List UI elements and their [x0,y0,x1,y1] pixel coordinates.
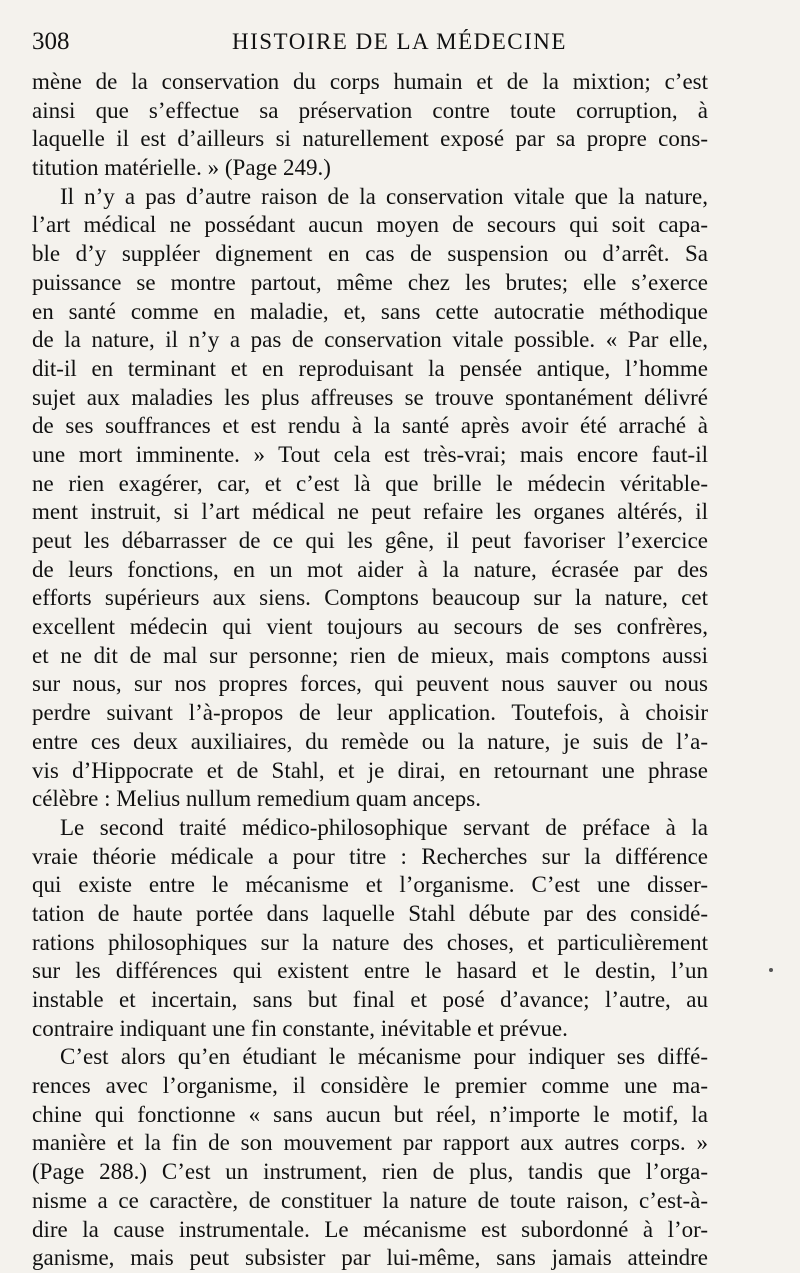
text-line: tation de haute portée dans laquelle Stahl débute par des considé- [32,900,708,926]
text-line: de leurs fonctions, en un mot aider à la nature, écrasée par des [32,556,708,582]
text-line: qui existe entre le mécanisme et l’organisme. C’est une disser- [32,872,708,898]
text-line: sujet aux maladies les plus affreuses se trouve spontanément délivré [32,384,708,410]
text-line: excellent médecin qui vient toujours au secours de ses confrères, [32,614,708,640]
ink-speck [769,968,773,972]
text-line: manière et la fin de son mouvement par rapport aux autres corps. » [32,1130,708,1156]
body-text [32,68,708,1273]
text-line: ainsi que s’effectue sa préservation contre toute corruption, à [32,97,708,123]
text-line: (Page 288.) C’est un instrument, rien de plus, tandis que l’orga- [32,1159,708,1185]
text-line: laquelle il est d’ailleurs si naturellement exposé par sa propre cons- [32,126,708,152]
text-line: en santé comme en maladie, et, sans cette autocratie méthodique [32,298,708,324]
text-line: Il n’y a pas d’autre raison de la conservation vitale que la nature, [60,183,708,209]
text-line: célèbre : Melius nullum remedium quam anceps. [32,786,482,812]
text-line: Le second traité médico-philosophique servant de préface à la [60,814,708,840]
text-line: rations philosophiques sur la nature des choses, et particulièrement [32,929,708,955]
text-line: nisme a ce caractère, de constituer la nature de toute raison, c’est-à- [32,1187,708,1213]
text-line: puissance se montre partout, même chez les brutes; elle s’exerce [32,269,708,295]
text-line: de la nature, il n’y a pas de conservation vitale possible. « Par elle, [32,327,708,353]
text-line: sur les différences qui existent entre le hasard et le destin, l’un [32,958,708,984]
text-line: vraie théorie médicale a pour titre : Recherches sur la différence [32,843,708,869]
running-title: HISTOIRE DE LA MÉDECINE [232,29,567,54]
page-number: 308 [32,28,70,55]
text-line: ganisme, mais peut subsister par lui-même, sans jamais atteindre [32,1245,708,1271]
text-line: vis d’Hippocrate et de Stahl, et je dirai, en retournant une phrase [32,757,708,783]
text-line: C’est alors qu’en étudiant le mécanisme pour indiquer ses diffé- [60,1044,708,1070]
text-line: titution matérielle. » (Page 249.) [32,155,331,181]
text-line: chine qui fonctionne « sans aucun but réel, n’importe le motif, la [32,1101,708,1127]
text-line: sur nous, sur nos propres forces, qui peuvent nous sauver ou nous [32,671,708,697]
text-line: de ses souffrances et est rendu à la santé après avoir été arraché à [32,413,708,439]
text-line: mène de la conservation du corps humain et de la mixtion; c’est [32,69,708,94]
text-line: entre ces deux auxiliaires, du remède ou la nature, je suis de l’a- [32,728,708,754]
text-line: instable et incertain, sans but final et posé d’avance; l’autre, au [32,987,708,1012]
running-header [32,28,708,68]
text-line: ne rien exagérer, car, et c’est là que brille le médecin véritable- [32,470,708,496]
text-line: perdre suivant l’à-propos de leur application. Toutefois, à choisir [32,700,708,726]
text-line: ment instruit, si l’art médical ne peut refaire les organes altérés, il [32,499,708,525]
text-line: l’art médical ne possédant aucun moyen de secours qui soit capa- [32,212,708,238]
text-line: contraire indiquant une fin constante, inévitable et prévue. [32,1015,568,1041]
text-line: efforts supérieurs aux siens. Comptons beaucoup sur la nature, cet [32,585,708,611]
text-line: rences avec l’organisme, il considère le premier comme une ma- [32,1073,708,1099]
text-line: une mort imminente. » Tout cela est très-vrai; mais encore faut-il [32,441,708,467]
text-line: dire la cause instrumentale. Le mécanisme est subordonné à l’or- [32,1216,708,1242]
text-line: peut les débarrasser de ce qui les gêne, il peut favoriser l’exercice [32,528,708,553]
text-line: et ne dit de mal sur personne; rien de mieux, mais comptons aussi [32,642,708,668]
text-line: ble d’y suppléer dignement en cas de suspension ou d’arrêt. Sa [32,241,708,267]
text-line: dit-il en terminant et en reproduisant la pensée antique, l’homme [32,355,708,381]
